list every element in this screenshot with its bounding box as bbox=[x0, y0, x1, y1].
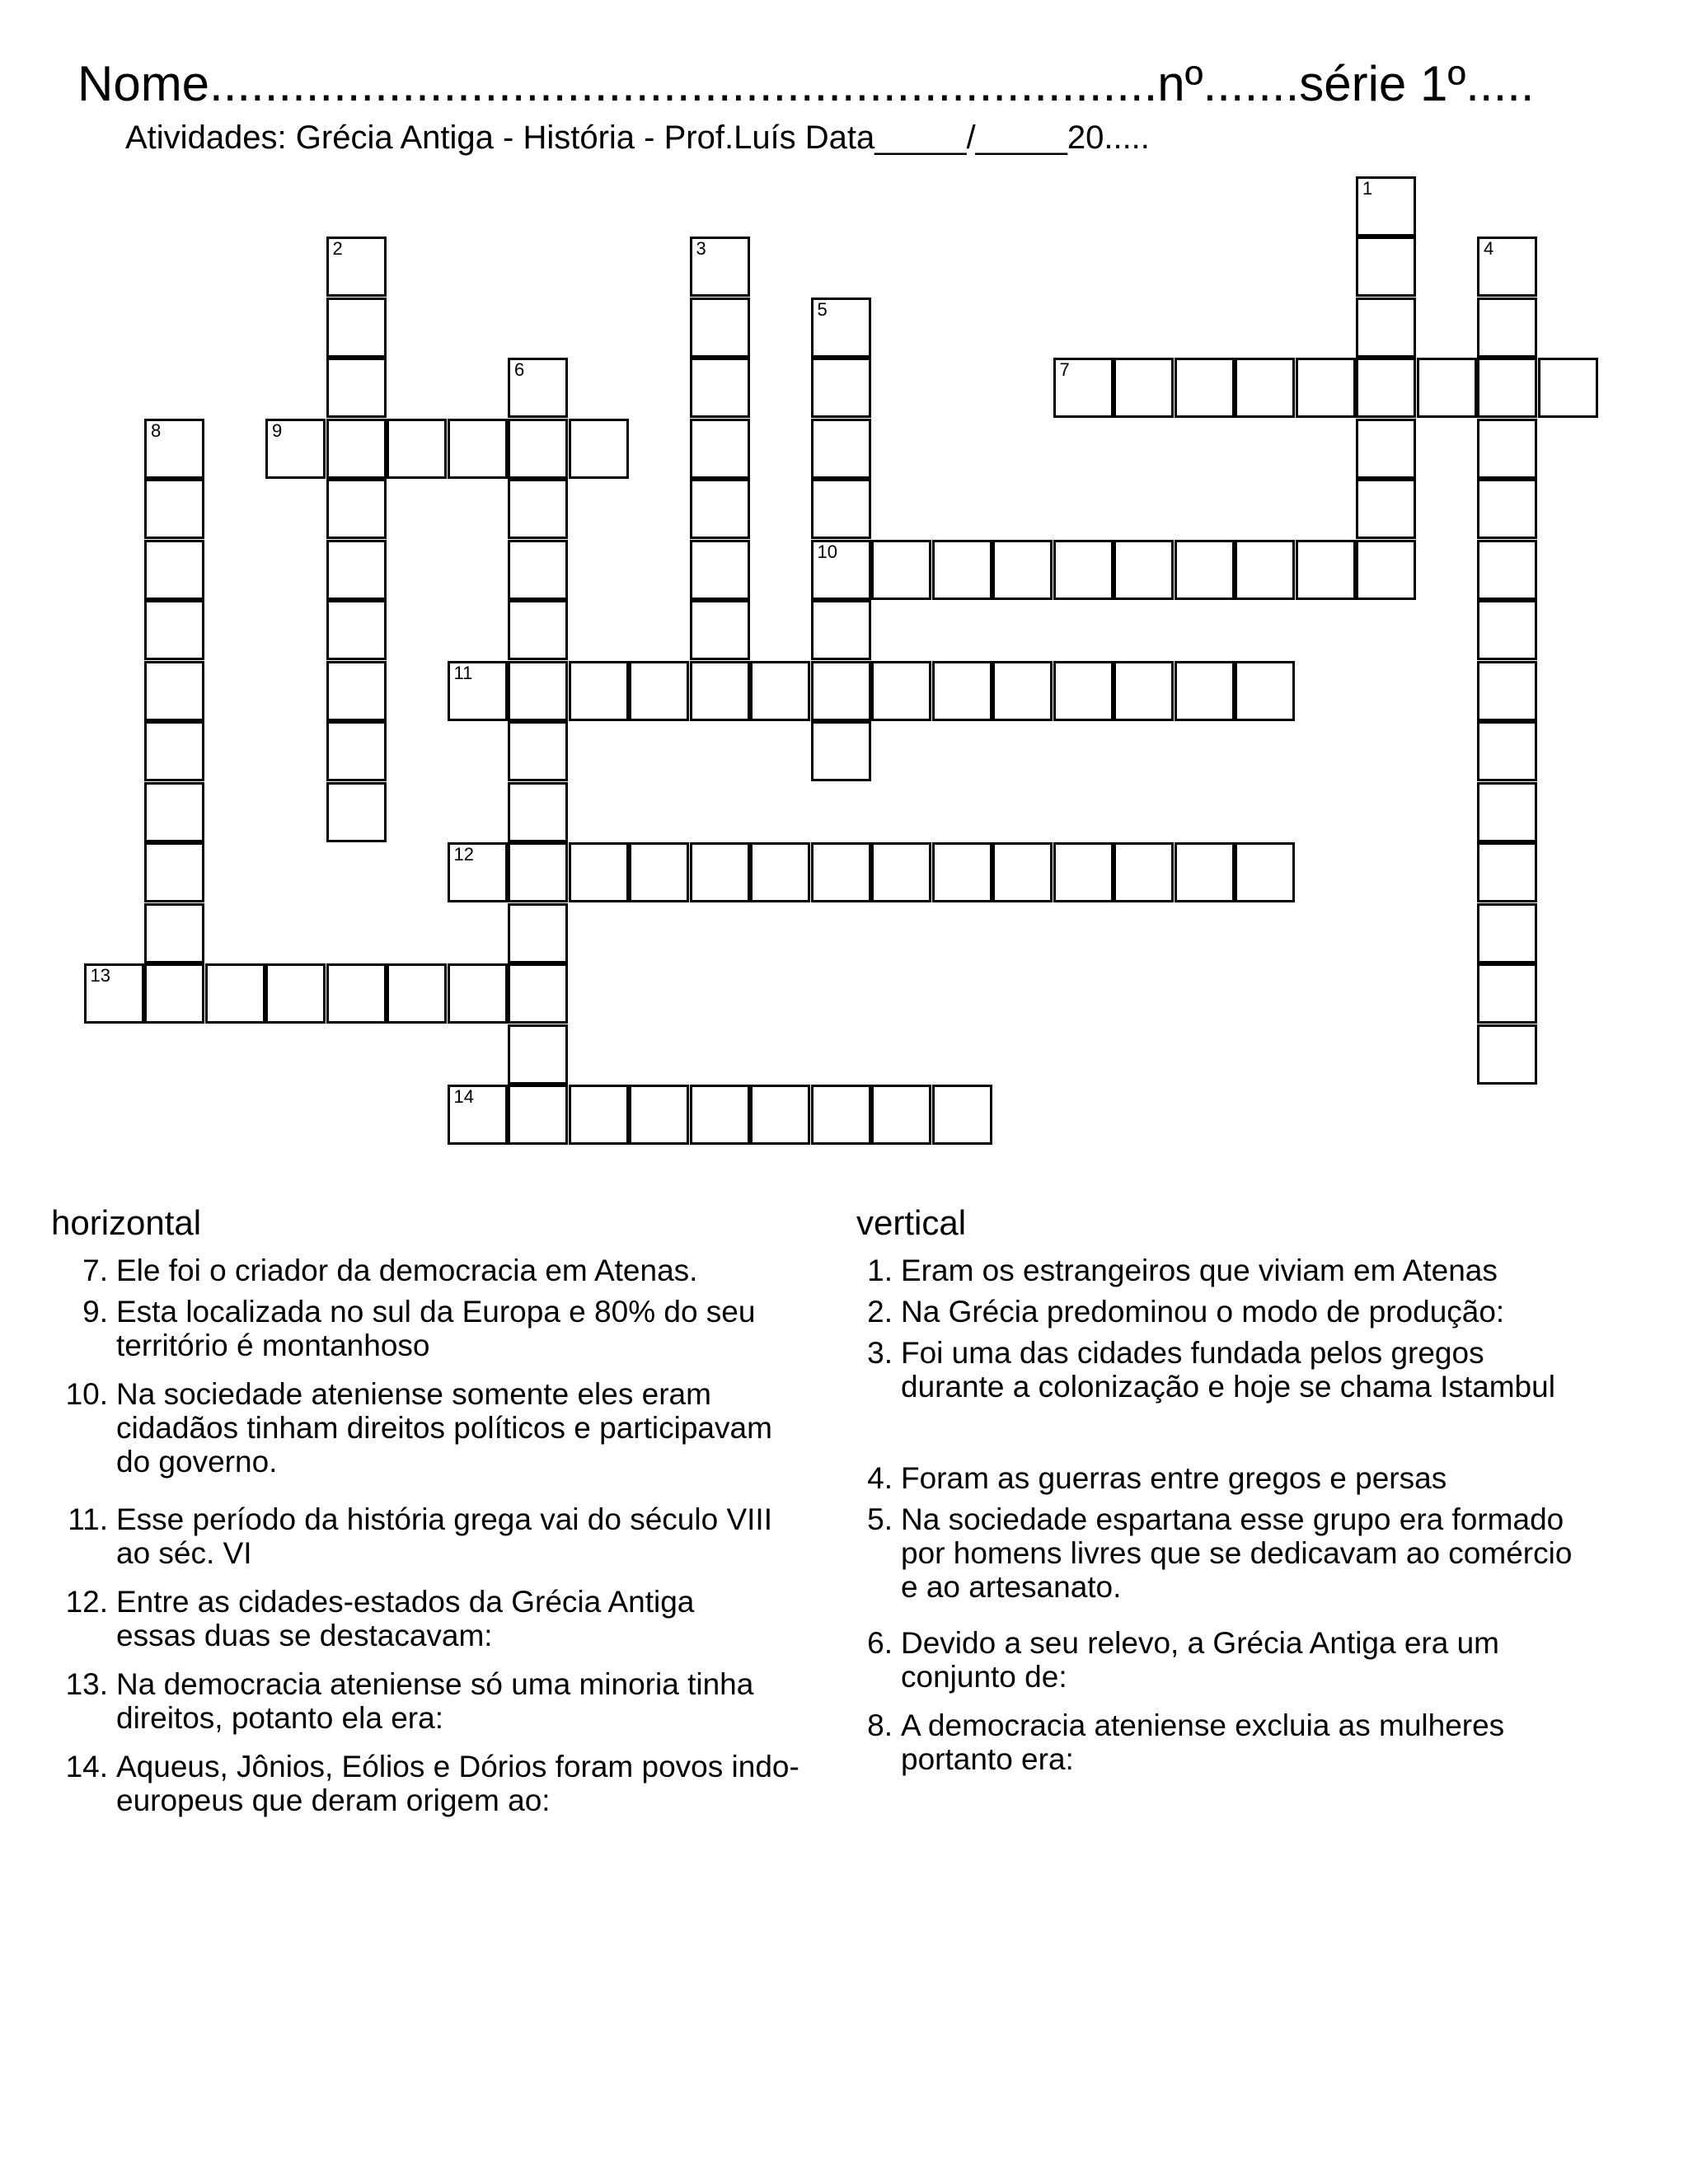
horizontal-clue-9 bbox=[82, 1295, 776, 1362]
crossword-cell[interactable] bbox=[690, 479, 750, 539]
crossword-cell[interactable] bbox=[265, 963, 326, 1024]
clue-number: 10. bbox=[65, 1377, 108, 1411]
crossword-cell[interactable] bbox=[992, 661, 1053, 721]
crossword-cell[interactable] bbox=[144, 540, 204, 600]
cell-number: 7 bbox=[1059, 359, 1070, 380]
crossword-cell[interactable] bbox=[326, 963, 387, 1024]
crossword-cell[interactable] bbox=[569, 1085, 629, 1145]
clue-text: Na democracia ateniense só uma minoria tinha direitos, potanto ela era: bbox=[116, 1667, 754, 1735]
crossword-cell[interactable] bbox=[629, 1085, 689, 1145]
crossword-cell[interactable] bbox=[1053, 661, 1114, 721]
crossword-cell[interactable] bbox=[84, 963, 144, 1024]
crossword-cell[interactable] bbox=[1175, 358, 1235, 418]
crossword-cell[interactable] bbox=[144, 963, 204, 1024]
clue-number: 7. bbox=[82, 1254, 108, 1287]
horizontal-heading: horizontal bbox=[51, 1203, 202, 1242]
crossword-cell[interactable] bbox=[811, 419, 871, 479]
vertical-clue-4 bbox=[867, 1461, 1593, 1495]
crossword-cell[interactable] bbox=[1053, 358, 1114, 418]
crossword-cell[interactable] bbox=[992, 842, 1053, 902]
horizontal-clue-10 bbox=[65, 1377, 776, 1479]
crossword-cell[interactable] bbox=[811, 600, 871, 660]
crossword-cell[interactable] bbox=[448, 661, 508, 721]
crossword-cell[interactable] bbox=[1175, 540, 1235, 600]
clue-text: Esse período da história grega vai do século VIII ao séc. VI bbox=[116, 1502, 772, 1570]
crossword-cell[interactable] bbox=[569, 842, 629, 902]
crossword-cell[interactable] bbox=[508, 419, 568, 479]
crossword-cell[interactable] bbox=[1053, 842, 1114, 902]
crossword-cell[interactable] bbox=[326, 600, 387, 660]
crossword-cell[interactable] bbox=[1356, 237, 1416, 297]
crossword-cell[interactable] bbox=[1296, 540, 1356, 600]
crossword-cell[interactable] bbox=[508, 661, 568, 721]
crossword-cell[interactable] bbox=[932, 842, 992, 902]
crossword-cell[interactable] bbox=[144, 782, 204, 842]
crossword-cell[interactable] bbox=[508, 721, 568, 781]
crossword-cell[interactable] bbox=[811, 298, 871, 358]
crossword-cell[interactable] bbox=[326, 661, 387, 721]
crossword-cell[interactable] bbox=[508, 963, 568, 1024]
horizontal-clue-7 bbox=[82, 1254, 776, 1287]
crossword-cell[interactable] bbox=[326, 479, 387, 539]
crossword-cell[interactable] bbox=[690, 419, 750, 479]
crossword-cell[interactable] bbox=[690, 540, 750, 600]
cell-number: 8 bbox=[151, 419, 162, 441]
clue-text: Devido a seu relevo, a Grécia Antiga era um conjunto de: bbox=[901, 1626, 1499, 1694]
crossword-cell[interactable] bbox=[690, 661, 750, 721]
crossword-cell[interactable] bbox=[144, 842, 204, 902]
clue-text: Entre as cidades-estados da Grécia Antiga essas duas se destacavam: bbox=[116, 1585, 695, 1652]
crossword-cell[interactable] bbox=[508, 782, 568, 842]
crossword-cell[interactable] bbox=[1356, 298, 1416, 358]
crossword-cell[interactable] bbox=[1477, 963, 1537, 1024]
horizontal-clue-14 bbox=[65, 1750, 800, 1817]
crossword-cell[interactable] bbox=[1477, 782, 1537, 842]
vertical-clue-1 bbox=[867, 1254, 1593, 1287]
crossword-cell[interactable] bbox=[871, 661, 931, 721]
crossword-cell[interactable] bbox=[1235, 540, 1295, 600]
crossword-cell[interactable] bbox=[508, 1024, 568, 1085]
crossword-cell[interactable] bbox=[1356, 479, 1416, 539]
crossword-cell[interactable] bbox=[448, 842, 508, 902]
crossword-cell[interactable] bbox=[1356, 540, 1416, 600]
clue-text: Na sociedade espartana esse grupo era formado por homens livres que se dedicavam ao comércio e ao artesanato. bbox=[901, 1502, 1573, 1604]
crossword-cell[interactable] bbox=[1477, 842, 1537, 902]
crossword-cell[interactable] bbox=[750, 842, 810, 902]
crossword-cell[interactable] bbox=[811, 842, 871, 902]
clue-text: Foi uma das cidades fundada pelos gregos durante a colonização e hoje se chama Istambul bbox=[901, 1336, 1555, 1404]
clue-text: Aqueus, Jônios, Eólios e Dórios foram povos indo-europeus que deram origem ao: bbox=[116, 1750, 799, 1817]
crossword-cell[interactable] bbox=[690, 298, 750, 358]
vertical-clue-5 bbox=[867, 1502, 1593, 1604]
activity-line: Atividades: Grécia Antiga - História - Prof.Luís Data_____/_____20..... bbox=[125, 120, 1150, 156]
crossword-cell[interactable] bbox=[326, 721, 387, 781]
crossword-cell[interactable] bbox=[1477, 479, 1537, 539]
horizontal-clue-12 bbox=[65, 1585, 776, 1652]
crossword-cell[interactable] bbox=[1356, 176, 1416, 237]
crossword-cell[interactable] bbox=[1114, 661, 1174, 721]
crossword-cell[interactable] bbox=[1477, 661, 1537, 721]
crossword-cell[interactable] bbox=[387, 963, 447, 1024]
clue-number: 11. bbox=[68, 1502, 108, 1536]
crossword-cell[interactable] bbox=[1053, 540, 1114, 600]
crossword-cell[interactable] bbox=[569, 661, 629, 721]
crossword-cell[interactable] bbox=[265, 419, 326, 479]
crossword-cell[interactable] bbox=[811, 661, 871, 721]
clue-number: 2. bbox=[867, 1295, 893, 1329]
crossword-cell[interactable] bbox=[1477, 600, 1537, 660]
cell-number: 5 bbox=[817, 298, 828, 320]
crossword-cell[interactable] bbox=[508, 540, 568, 600]
crossword-cell[interactable] bbox=[448, 963, 508, 1024]
crossword-cell[interactable] bbox=[508, 903, 568, 963]
crossword-cell[interactable] bbox=[811, 1085, 871, 1145]
crossword-cell[interactable] bbox=[1114, 540, 1174, 600]
crossword-cell[interactable] bbox=[144, 661, 204, 721]
clue-text: A democracia ateniense excluia as mulheres portanto era: bbox=[901, 1708, 1505, 1776]
cell-number: 2 bbox=[332, 238, 343, 259]
clue-number: 13. bbox=[65, 1667, 108, 1701]
crossword-cell[interactable] bbox=[1296, 358, 1356, 418]
crossword-cell[interactable] bbox=[690, 842, 750, 902]
crossword-cell[interactable] bbox=[1477, 1024, 1537, 1085]
cell-number: 4 bbox=[1484, 238, 1494, 259]
clue-text: Na sociedade ateniense somente eles eram cidadãos tinham direitos políticos e participavam do governo. bbox=[116, 1377, 772, 1479]
crossword-cell[interactable] bbox=[326, 419, 387, 479]
cell-number: 13 bbox=[90, 965, 110, 986]
clue-text: Eram os estrangeiros que viviam em Atenas bbox=[901, 1254, 1498, 1287]
crossword-cell[interactable] bbox=[569, 419, 629, 479]
clue-number: 4. bbox=[867, 1461, 893, 1495]
cell-number: 14 bbox=[453, 1086, 474, 1107]
crossword-cell[interactable] bbox=[811, 721, 871, 781]
crossword-cell[interactable] bbox=[387, 419, 447, 479]
crossword-cell[interactable] bbox=[992, 540, 1053, 600]
crossword-cell[interactable] bbox=[932, 540, 992, 600]
clue-text: Na Grécia predominou o modo de produção: bbox=[901, 1295, 1505, 1329]
crossword-cell[interactable] bbox=[1417, 358, 1477, 418]
crossword-cell[interactable] bbox=[1477, 419, 1537, 479]
crossword-cell[interactable] bbox=[144, 600, 204, 660]
cell-number: 3 bbox=[696, 238, 706, 259]
crossword-cell[interactable] bbox=[144, 419, 204, 479]
crossword-cell[interactable] bbox=[629, 842, 689, 902]
crossword-cell[interactable] bbox=[750, 1085, 810, 1145]
clue-number: 5. bbox=[867, 1502, 893, 1536]
crossword-cell[interactable] bbox=[326, 298, 387, 358]
clue-number: 12. bbox=[65, 1585, 108, 1619]
crossword-cell[interactable] bbox=[811, 540, 871, 600]
crossword-cell[interactable] bbox=[1235, 661, 1295, 721]
crossword-cell[interactable] bbox=[1114, 358, 1174, 418]
crossword-cell[interactable] bbox=[932, 661, 992, 721]
crossword-cell[interactable] bbox=[811, 479, 871, 539]
vertical-clue-2 bbox=[867, 1295, 1593, 1329]
cell-number: 10 bbox=[817, 541, 837, 562]
crossword-cell[interactable] bbox=[1477, 358, 1537, 418]
crossword-cell[interactable] bbox=[1114, 842, 1174, 902]
horizontal-clue-13 bbox=[65, 1667, 776, 1735]
vertical-heading: vertical bbox=[856, 1203, 967, 1242]
crossword-cell[interactable] bbox=[1356, 358, 1416, 418]
vertical-clue-6 bbox=[867, 1626, 1593, 1694]
crossword-cell[interactable] bbox=[448, 419, 508, 479]
crossword-cell[interactable] bbox=[508, 842, 568, 902]
cell-number: 12 bbox=[453, 844, 474, 865]
crossword-cell[interactable] bbox=[690, 1085, 750, 1145]
vertical-clue-3 bbox=[867, 1336, 1560, 1404]
crossword-cell[interactable] bbox=[811, 358, 871, 418]
crossword-cell[interactable] bbox=[1538, 358, 1598, 418]
clue-text: Foram as guerras entre gregos e persas bbox=[901, 1461, 1447, 1495]
crossword-cell[interactable] bbox=[205, 963, 265, 1024]
crossword-cell[interactable] bbox=[690, 600, 750, 660]
clue-text: Ele foi o criador da democracia em Atenas. bbox=[116, 1254, 698, 1287]
crossword-cell[interactable] bbox=[448, 1085, 508, 1145]
clue-number: 14. bbox=[65, 1750, 108, 1783]
crossword-cell[interactable] bbox=[326, 540, 387, 600]
cell-number: 6 bbox=[514, 359, 525, 380]
clue-number: 9. bbox=[82, 1295, 108, 1329]
clue-number: 8. bbox=[867, 1708, 893, 1742]
crossword-cell[interactable] bbox=[326, 358, 387, 418]
crossword-cell[interactable] bbox=[1477, 237, 1537, 297]
crossword-cell[interactable] bbox=[750, 661, 810, 721]
crossword-cell[interactable] bbox=[1235, 358, 1295, 418]
crossword-cell[interactable] bbox=[508, 1085, 568, 1145]
cell-number: 9 bbox=[272, 419, 283, 441]
name-line: Nome.....................................................................nº.......série 1º..... bbox=[77, 56, 1535, 111]
crossword-cell[interactable] bbox=[1356, 419, 1416, 479]
clue-text: Esta localizada no sul da Europa e 80% do seu território é montanhoso bbox=[116, 1295, 756, 1362]
crossword-cell[interactable] bbox=[690, 237, 750, 297]
crossword-cell[interactable] bbox=[144, 721, 204, 781]
crossword-cell[interactable] bbox=[1175, 842, 1235, 902]
crossword-cell[interactable] bbox=[1477, 721, 1537, 781]
crossword-cell[interactable] bbox=[1477, 298, 1537, 358]
crossword-cell[interactable] bbox=[1175, 661, 1235, 721]
crossword-cell[interactable] bbox=[326, 237, 387, 297]
crossword-cell[interactable] bbox=[629, 661, 689, 721]
crossword-cell[interactable] bbox=[508, 600, 568, 660]
vertical-clue-8 bbox=[867, 1708, 1593, 1776]
crossword-cell[interactable] bbox=[144, 903, 204, 963]
cell-number: 1 bbox=[1362, 177, 1373, 199]
cell-number: 11 bbox=[453, 662, 473, 683]
crossword-cell[interactable] bbox=[690, 358, 750, 418]
crossword-cell[interactable] bbox=[1235, 842, 1295, 902]
crossword-cell[interactable] bbox=[1477, 903, 1537, 963]
crossword-cell[interactable] bbox=[144, 479, 204, 539]
crossword-cell[interactable] bbox=[871, 540, 931, 600]
crossword-cell[interactable] bbox=[326, 782, 387, 842]
clue-number: 6. bbox=[867, 1626, 893, 1660]
crossword-cell[interactable] bbox=[871, 1085, 931, 1145]
crossword-cell[interactable] bbox=[508, 479, 568, 539]
clue-number: 1. bbox=[867, 1254, 893, 1287]
clue-number: 3. bbox=[867, 1336, 893, 1370]
horizontal-clue-11 bbox=[68, 1502, 776, 1570]
crossword-cell[interactable] bbox=[1477, 540, 1537, 600]
crossword-cell[interactable] bbox=[871, 842, 931, 902]
crossword-cell[interactable] bbox=[508, 358, 568, 418]
crossword-cell[interactable] bbox=[932, 1085, 992, 1145]
